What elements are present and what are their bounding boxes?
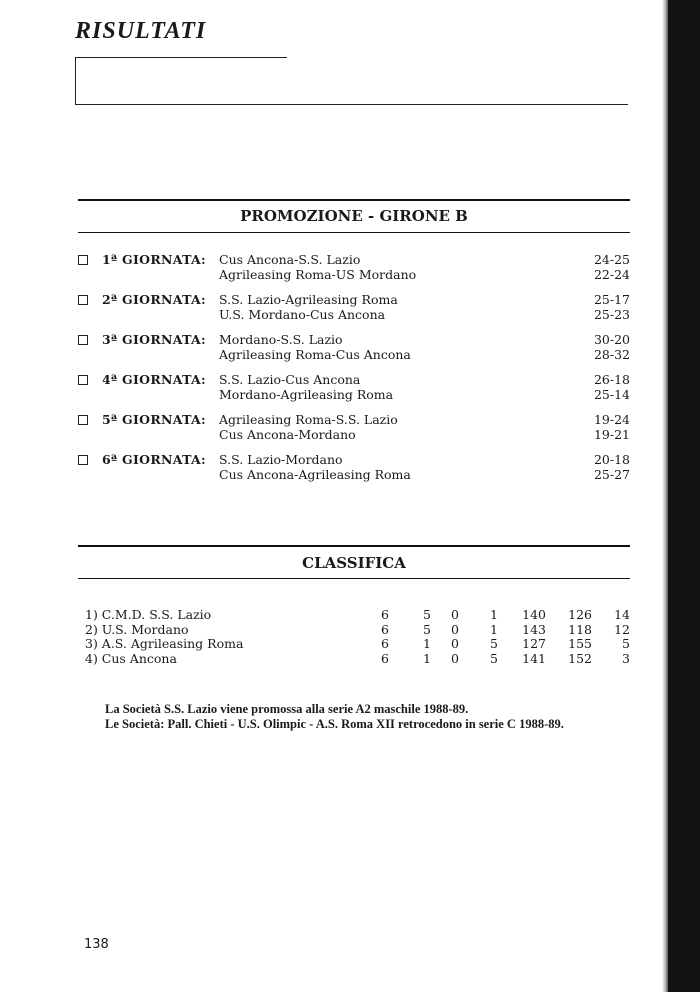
standings-row [85,623,630,638]
match: S.S. Lazio-Cus Ancona [219,372,361,387]
standings-cell: 6 [381,650,389,666]
match: Mordano-Agrileasing Roma [219,387,394,402]
round-label: 6ª GIORNATA: [102,452,206,467]
standings-cell: 6 [381,636,389,651]
standings-cell: 126 [568,607,592,622]
round-scores [594,372,630,402]
standings-cell: 140 [522,607,546,622]
standings-cell: 6 [381,607,389,622]
standings-cell: 14 [614,607,630,622]
team-name: 4) Cus Ancona [85,650,177,666]
round-label: 2ª GIORNATA: [102,292,206,307]
classifica-rule-bottom [78,578,630,579]
match: Cus Ancona-S.S. Lazio [219,252,361,267]
note-promotion: La Società S.S. Lazio viene promossa alla serie A2 maschile 1988-89. [105,702,469,716]
round-3 [78,332,630,366]
section-rule-top [78,199,630,201]
standings-cell: 0 [451,607,459,622]
standings-cell: 118 [568,621,592,637]
score: 25-23 [593,307,630,322]
match: S.S. Lazio-Mordano [219,452,343,467]
match: Agrileasing Roma-US Mordano [219,267,417,282]
round-1 [78,252,630,286]
round-scores [594,452,630,482]
score: 20-18 [593,452,630,467]
round-matches [219,292,398,322]
standings-cell: 141 [522,650,546,666]
round-scores [594,332,630,362]
standings-cell: 6 [381,621,389,637]
score: 19-21 [593,427,630,442]
scan-edge [668,0,700,992]
standings-cell: 12 [614,621,630,637]
round-label: 1ª GIORNATA: [102,252,206,267]
checkbox-icon [78,455,88,465]
checkbox-icon [78,415,88,425]
standings-row [85,637,630,652]
round-matches [219,372,393,402]
score: 25-27 [593,467,630,482]
score: 28-32 [593,347,630,362]
score: 30-20 [593,332,630,347]
standings-cell: 0 [451,650,459,666]
checkbox-icon [78,255,88,265]
frame-left-line [75,57,76,105]
round-label: 3ª GIORNATA: [102,332,206,347]
standings-cell: 0 [451,636,459,651]
round-scores [594,292,630,322]
standings-cell: 5 [423,607,431,622]
team-name: 2) U.S. Mordano [85,621,189,637]
standings-cell: 3 [622,650,630,666]
standings-table [85,608,630,666]
score: 26-18 [593,372,630,387]
note-relegation: Le Società: Pall. Chieti - U.S. Olimpic - A.S. Roma XII retrocedono in serie C 1988-89. [105,717,564,731]
round-matches [219,252,416,282]
standings-cell: 127 [522,636,546,651]
standings-cell: 5 [490,636,498,651]
standings-cell: 155 [568,636,592,651]
frame-bottom-line [75,104,628,105]
match: S.S. Lazio-Agrileasing Roma [219,292,398,307]
checkbox-icon [78,375,88,385]
score: 25-14 [593,387,630,402]
round-matches [219,332,411,362]
checkbox-icon [78,295,88,305]
standings-cell: 0 [451,621,459,637]
round-6 [78,452,630,486]
round-scores [594,252,630,282]
match: U.S. Mordano-Cus Ancona [219,307,386,322]
match: Agrileasing Roma-Cus Ancona [219,347,411,362]
score: 25-17 [593,292,630,307]
standings-cell: 1 [423,636,431,651]
match: Mordano-S.S. Lazio [219,332,343,347]
round-matches [219,452,411,482]
section-rule-bottom [78,232,630,233]
score: 22-24 [593,267,630,282]
team-name: 1) C.M.D. S.S. Lazio [85,607,212,622]
classifica-title: CLASSIFICA [302,554,406,572]
frame-top-line [75,57,287,58]
checkbox-icon [78,335,88,345]
standings-cell: 152 [568,650,592,666]
round-2 [78,292,630,326]
round-5 [78,412,630,446]
standings-cell: 5 [423,621,431,637]
standings-row [85,652,630,667]
promozione-title: PROMOZIONE - GIRONE B [240,207,468,225]
round-scores [594,412,630,442]
score: 24-25 [593,252,630,267]
standings-row [85,608,630,623]
team-name: 3) A.S. Agrileasing Roma [85,636,244,651]
page-title: RISULTATI [75,18,207,44]
round-label: 5ª GIORNATA: [102,412,206,427]
match: Agrileasing Roma-S.S. Lazio [219,412,398,427]
score: 19-24 [593,412,630,427]
round-matches [219,412,398,442]
standings-cell: 1 [490,621,498,637]
standings-cell: 1 [490,607,498,622]
round-4 [78,372,630,406]
standings-cell: 1 [423,650,431,666]
standings-cell: 5 [490,650,498,666]
match: Cus Ancona-Mordano [219,427,356,442]
standings-cell: 143 [522,621,546,637]
page-number: 138 [84,937,109,952]
standings-cell: 5 [622,636,630,651]
classifica-rule-top [78,545,630,547]
match: Cus Ancona-Agrileasing Roma [219,467,411,482]
round-label: 4ª GIORNATA: [102,372,206,387]
